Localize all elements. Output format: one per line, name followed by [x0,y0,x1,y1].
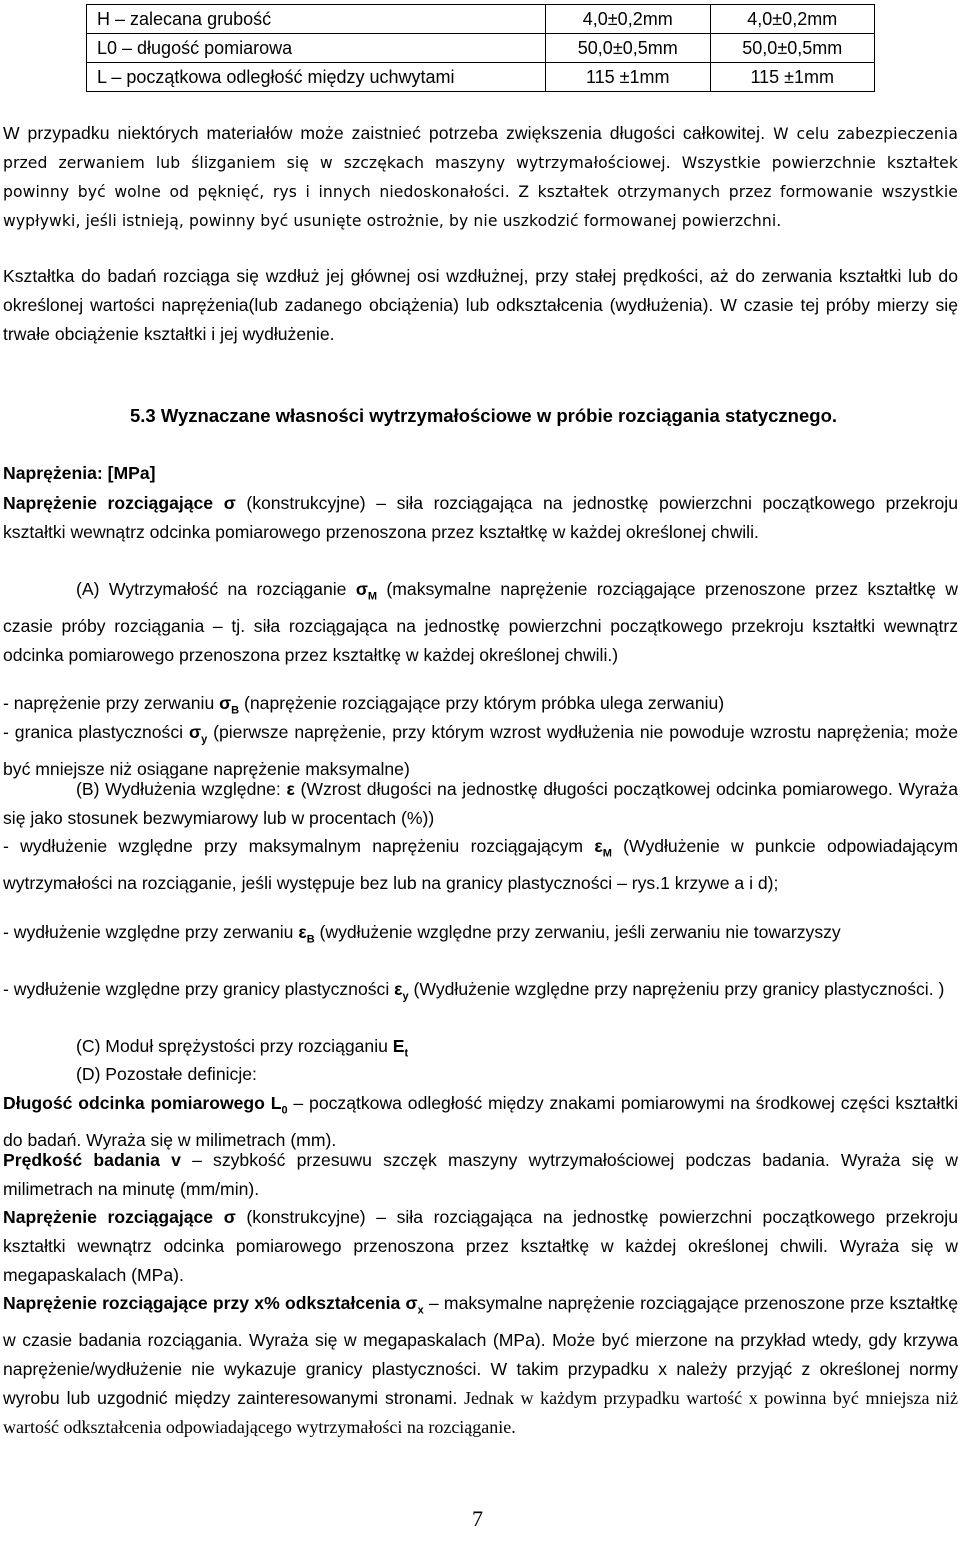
symbol: σ [355,579,368,599]
section-heading: 5.3 Wyznaczane własności wytrzymałościowe w próbie rozciągania statycznego. [130,405,838,426]
list-item [3,918,958,955]
definition-text: (konstrukcyjne) – siła rozciągająca na jednostkę powierzchni początkowego przekroju kształtki wewnątrz odcinka pomiarowego przenoszona przez kształtkę w każdej określonej chwili. [3,493,958,542]
symbol: E [392,1036,405,1056]
item-b-label: (B) Wydłużenia względne: [76,779,287,799]
item-a-label: (A) Wytrzymałość na rozciąganie [76,579,356,599]
item-a-paragraph [3,575,958,670]
specimen-dimension-table [86,4,875,92]
definition-text: – początkowa odległość między znakami pomiarowymi na środkowej części kształtki do badań. Wyraża się w milimetrach (mm). [3,1093,958,1150]
procedure-paragraph [3,262,958,349]
list-item-text: - wydłużenie względne przy maksymalnym naprężeniu rozciągającym [3,836,595,856]
symbol-subscript: t [404,1047,409,1060]
list-item [3,718,958,784]
table-row [87,5,875,34]
item-b-text: (Wzrost długości na jednostkę długości początkowej odcinka pomiarowego. Wyraża się jako stosunek bezwymiarowy lub w procentach (%)) [3,779,958,828]
table-cell: 115 ±1mm [546,63,711,92]
procedure-text: Kształtka do badań rozciąga się wzdłuż jej głównej osi wzdłużnej, przy stałej prędkości, aż do zerwania kształtki lub do określonej wartości naprężenia(lub zadanego obciążenia) lub odkształcenia (wydłużenia). [3,266,958,315]
symbol: ε [286,779,295,799]
term: Naprężenie rozciągające przy x% odkształcenia σ [3,1293,418,1313]
definition-text: Jednak w każdym przypadku wartość x powinna być mniejsza niż wartość odkształcenia odpowiadającego wytrzymałości na rozciąganie. [3,1387,959,1437]
symbol: ε [594,836,603,856]
table-row [87,34,875,63]
item-d-label: (D) Pozostałe definicje: [76,1064,257,1084]
intro-text: W celu zabezpieczenia przed zerwaniem lub ślizganiem się w szczękach maszyny wytrzymałościowej. Wszystkie powierzchnie kształtek powinny być wolne od pęknięć, rys i innych niedoskonałości. Z kształtek otrzymanych przez formowanie wszystkie wypływki, jeśli istnieją, powinny być usunięte ostrożnie, by nie uszkodzić formowanej powierzchni. [3,125,958,230]
symbol-subscript: y [201,733,208,746]
table-cell: 50,0±0,5mm [710,34,875,63]
list-item-text: - naprężenie przy zerwaniu [3,693,220,713]
table-cell: 4,0±0,2mm [546,5,711,34]
symbol-subscript: M [602,847,612,860]
symbol-subscript: 0 [281,1104,288,1117]
table-cell: 4,0±0,2mm [710,5,875,34]
table-cell: L0 – długość pomiarowa [87,34,546,63]
list-item-text: (Wydłużenie w punkcie odpowiadającym wytrzymałości na rozciąganie, jeśli występuje bez lub na granicy plastyczności – rys.1 krzywe a i d); [3,836,959,893]
definition-paragraph [3,1289,958,1442]
symbol-subscript: y [402,990,409,1003]
symbol-subscript: x [417,1304,424,1317]
procedure-text: W czasie tej próby mierzy się trwałe obciążenie kształtki i jej wydłużenie. [3,295,958,344]
term: Naprężenie rozciągające σ [3,493,236,513]
intro-text: W przypadku niektórych materiałów może zaistnieć potrzeba zwiększenia długości całkowitej. [3,123,766,143]
list-item-text: (pierwsze naprężenie, przy którym wzrost wydłużenia nie powoduje wzrostu naprężenia; może być mniejsze niż osiągane naprężenie maksymalne) [3,722,959,779]
table-cell: 50,0±0,5mm [546,34,711,63]
definition-paragraph [3,1089,958,1155]
definition-paragraph [3,1203,958,1290]
definition-paragraph [3,1146,958,1204]
symbol-subscript: B [306,933,315,946]
symbol: σ [189,722,202,742]
symbol: σ [219,693,232,713]
list-item-text: - wydłużenie względne przy granicy plastyczności [3,979,395,999]
list-item [3,975,958,1012]
list-item [3,832,958,898]
section-label: Naprężenia: [MPa] [3,463,156,483]
definition-text: (konstrukcyjne) – siła rozciągająca na jednostkę powierzchni początkowego przekroju kształtki wewnątrz odcinka pomiarowego przenoszona przez kształtkę w każdej określonej chwili. Wyraża się w megapaskalach (MPa). [3,1207,958,1285]
page-number: 7 [472,1506,483,1531]
table-cell: H – zalecana grubość [87,5,546,34]
list-item-text: (wydłużenie względne przy zerwaniu, jeśli zerwaniu nie towarzyszy [314,922,841,942]
list-item-text: (naprężenie rozciągające przy którym próbka ulega zerwaniu) [239,693,725,713]
list-item-text: - wydłużenie względne przy zerwaniu [3,922,299,942]
intro-paragraph [3,119,958,236]
symbol: ε [394,979,403,999]
definition-text: – szybkość przesuwu szczęk maszyny wytrzymałościowej podczas badania. Wyraża się w milimetrach na minutę (mm/min). [3,1150,958,1199]
term: Długość odcinka pomiarowego L [3,1093,282,1113]
symbol-subscript: B [231,704,240,717]
symbol: ε [298,922,307,942]
definition-text: – maksymalne naprężenie rozciągające przenoszone prze kształtkę w czasie badania rozciągania. Wyraża się w megapaskalach (MPa). Może być mierzone na przykład wtedy, gdy krzywa naprężenie/wydłużenie nie wykazuje granicy plastyczności. W takim przypadku x należy przyjąć z określonej normy wyrobu lub uzgodnić między zainteresowanymi stronami. [3,1293,958,1408]
table-cell: 115 ±1mm [710,63,875,92]
symbol-subscript: M [367,590,378,603]
item-b-paragraph [3,775,958,833]
definition-paragraph [3,489,958,547]
item-a-text: (maksymalne naprężenie rozciągające przenoszone przez kształtkę w czasie próby rozciągania – tj. siła rozciągająca na jednostkę powierzchni początkowego przekroju kształtki wewnątrz odcinka pomiarowego przenoszona przez kształtkę w każdej określonej chwili.) [3,579,958,665]
list-item-text: (Wydłużenie względne przy naprężeniu przy granicy plastyczności. ) [408,979,945,999]
item-d-paragraph [3,1060,958,1089]
table-row [87,63,875,92]
table-cell: L – początkowa odległość między uchwytami [87,63,546,92]
item-c-label: (C) Moduł sprężystości przy rozciąganiu [76,1036,393,1056]
term: Prędkość badania v [3,1150,181,1170]
term: Naprężenie rozciągające σ [3,1207,236,1227]
list-item-text: - granica plastyczności [3,722,190,742]
